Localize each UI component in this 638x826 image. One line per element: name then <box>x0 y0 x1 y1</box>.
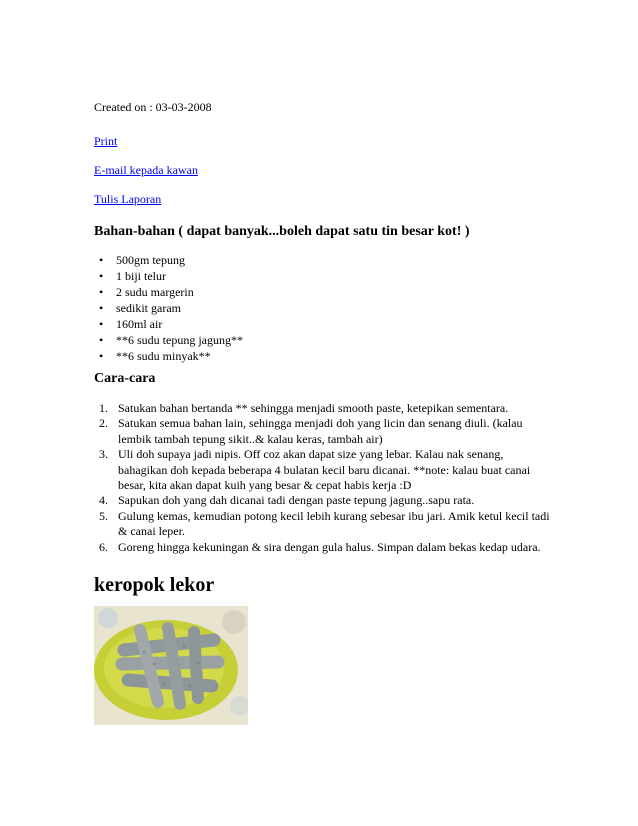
list-item: • 160ml air <box>94 316 243 332</box>
list-item: • 500gm tepung <box>94 252 243 268</box>
keropok-lekor-photo <box>94 606 248 725</box>
list-item: • 1 biji telur <box>94 268 243 284</box>
list-item: 6. Goreng hingga kekuningan & sira dengan gula halus. Simpan dalam bekas kedap udara. <box>99 539 541 554</box>
created-date: Created on : 03-03-2008 <box>94 100 212 114</box>
list-item: • 2 sudu margerin <box>94 284 243 300</box>
steps-list <box>94 401 554 555</box>
recipe-title: keropok lekor <box>94 574 215 596</box>
list-item: • sedikit garam <box>94 300 243 316</box>
photo-illustration <box>94 606 248 725</box>
list-item: 3. Uli doh supaya jadi nipis. Off coz akan dapat size yang lebar. Kalau nak senang, bahagikan doh kepada beberapa 4 bulatan kecil baru dicanai. **note: kalau buat canai besar, kita akan dapat kuih yang besar & cepat habis kerja :D <box>99 447 531 493</box>
print-link[interactable]: Print <box>94 134 118 148</box>
list-item: • **6 sudu tepung jagung** <box>94 332 243 348</box>
step-text: Uli doh supaya jadi nipis. Off coz akan dapat size yang lebar. Kalau nak senang, bahagikan doh kepada beberapa 4 bulatan kecil baru dicanai. **note: kalau buat canai besar, kita akan dapat kuih yang besar & cepat habis kerja :D <box>118 447 531 493</box>
list-item: 5. Gulung kemas, kemudian potong kecil lebih kurang sebesar ibu jari. Amik ketul kecil tadi & canai leper. <box>99 508 550 539</box>
step-text: Satukan bahan bertanda ** sehingga menjadi smooth paste, ketepikan sementara. <box>118 401 509 415</box>
list-item: 2. Satukan semua bahan lain, sehingga menjadi doh yang licin dan senang diuli. (kalau lembik tambah tepung sikit..& kalau keras, tambah air) <box>99 416 523 446</box>
step-text: Satukan semua bahan lain, sehingga menjadi doh yang licin dan senang diuli. (kalau lembik tambah tepung sikit..& kalau keras, tambah air) <box>118 416 523 446</box>
list-item: 1. Satukan bahan bertanda ** sehingga menjadi smooth paste, ketepikan sementara. <box>99 401 509 415</box>
list-item: 4. Sapukan doh yang dah dicanai tadi dengan paste tepung jagung..sapu rata. <box>99 493 475 508</box>
email-friend-link[interactable]: E-mail kepada kawan <box>94 163 198 177</box>
step-text: Goreng hingga kekuningan & sira dengan gula halus. Simpan dalam bekas kedap udara. <box>118 539 541 554</box>
steps-heading: Cara-cara <box>94 371 156 386</box>
step-text: Sapukan doh yang dah dicanai tadi dengan paste tepung jagung..sapu rata. <box>118 493 475 508</box>
write-report-link[interactable]: Tulis Laporan <box>94 192 162 206</box>
step-text: Gulung kemas, kemudian potong kecil lebih kurang sebesar ibu jari. Amik ketul kecil tadi & canai leper. <box>118 508 550 539</box>
ingredients-list <box>94 252 243 364</box>
list-item: • **6 sudu minyak** <box>94 348 243 364</box>
ingredients-heading: Bahan-bahan ( dapat banyak...boleh dapat satu tin besar kot! ) <box>94 224 470 239</box>
